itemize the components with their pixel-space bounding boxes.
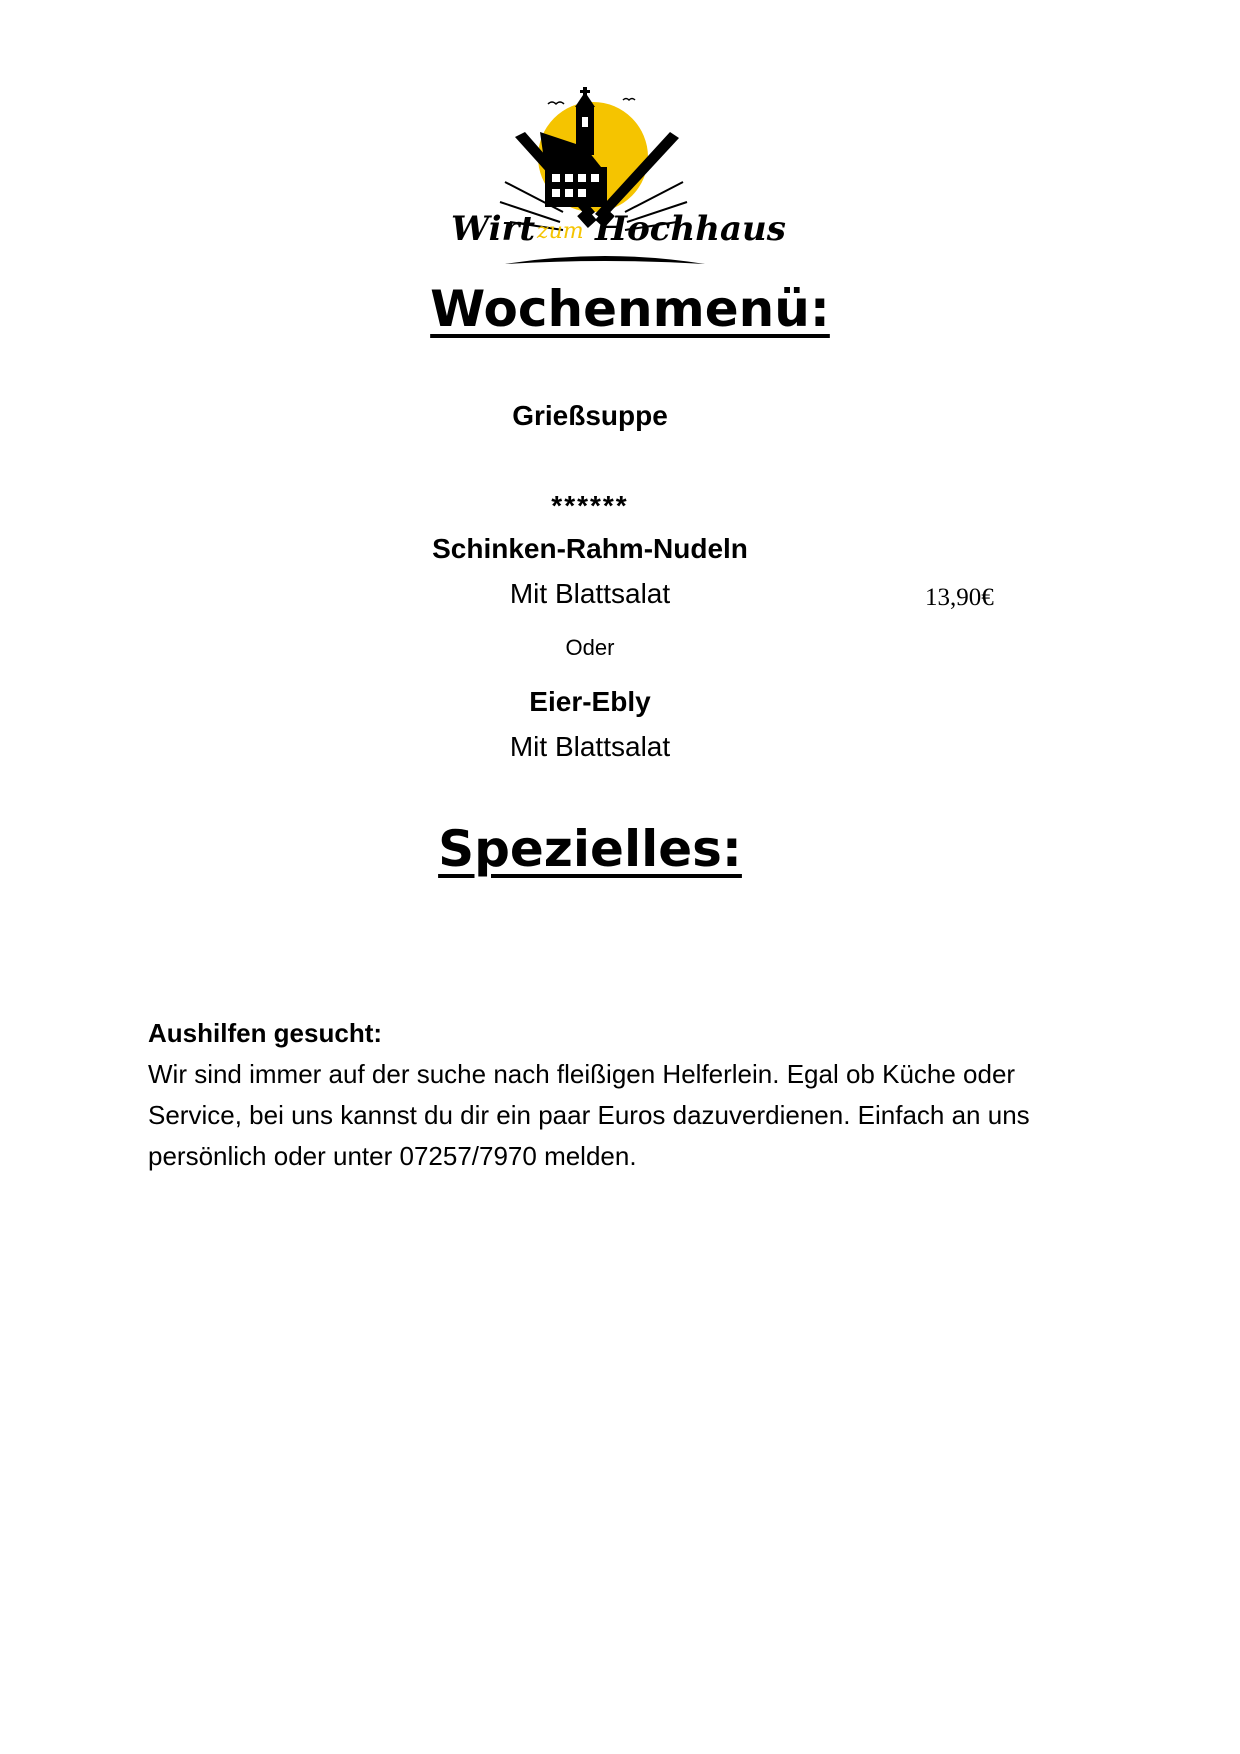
- notice-title: Aushilfen gesucht:: [148, 1018, 383, 1048]
- soup-item: Grießsuppe: [512, 400, 668, 431]
- dish1-name: Schinken-Rahm-Nudeln: [432, 533, 748, 564]
- specials-title: Spezielles:: [438, 820, 742, 878]
- or-label: Oder: [565, 635, 615, 660]
- weekly-menu-title: Wochenmenü:: [430, 280, 830, 338]
- dish2-name: Eier-Ebly: [529, 686, 651, 717]
- svg-text:zum: zum: [537, 219, 584, 244]
- dish2-side: Mit Blattsalat: [509, 731, 671, 762]
- svg-text:Hochhaus: Hochhaus: [595, 209, 786, 249]
- menu-price: 13,90€: [925, 584, 994, 611]
- notice-body: Wir sind immer auf der suche nach fleißigen Helferlein. Egal ob Küche oder Service, bei uns kannst du dir ein paar Euros dazuverdienen. Einfach an uns persönlich oder unter 07257/7970 melden.: [148, 1059, 1030, 1171]
- svg-text:Wirt: Wirt: [451, 209, 536, 249]
- help-wanted-notice: [148, 1013, 1108, 1177]
- restaurant-logo: [445, 62, 786, 272]
- dish1-side: Mit Blattsalat: [509, 578, 671, 609]
- separator: ******: [551, 490, 629, 521]
- church-house-knives-logo-icon: [445, 62, 786, 272]
